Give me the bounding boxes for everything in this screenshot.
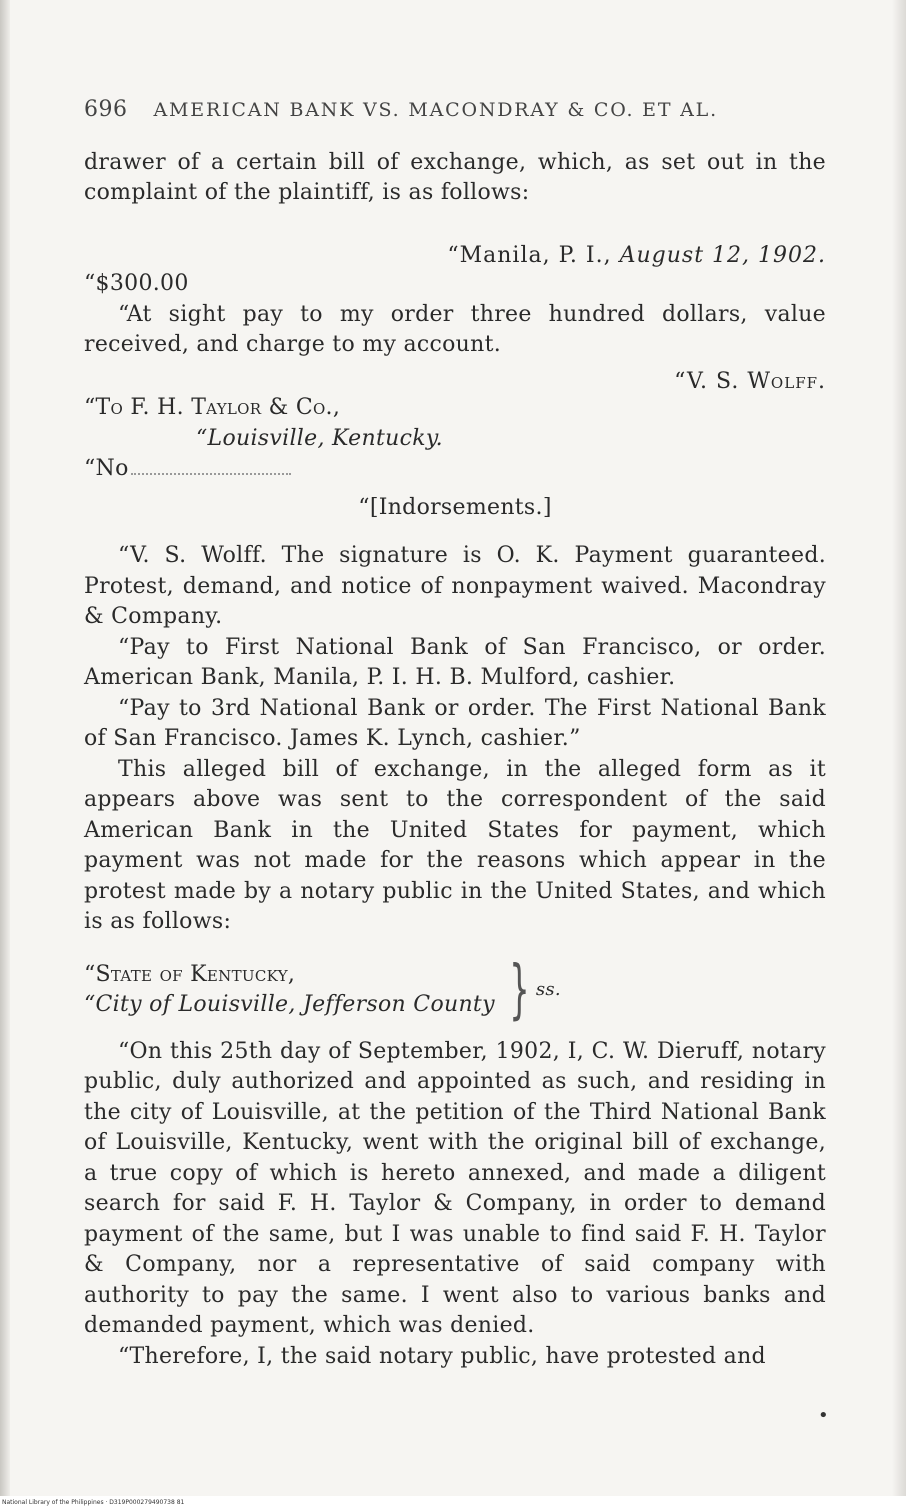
- bill-amount: “$300.00: [84, 271, 189, 296]
- page-number: 696: [84, 97, 128, 122]
- venue-state: “State of Kentucky,: [84, 961, 296, 987]
- bill-drawee: [84, 393, 826, 424]
- bill-dateline: [84, 241, 826, 272]
- venue-city: “City of Louisville, Jefferson County: [84, 992, 495, 1017]
- running-title: AMERICAN BANK VS. MACONDRAY & CO. ET AL.: [153, 99, 718, 121]
- page-content: [84, 95, 826, 1372]
- protest-paragraph: “On this 25th day of September, 1902, I, C. W. Dieruff, notary public, duly authorized and appointed as such, and residing in the city of Louisville, at the petition of the Third National Bank of Louisville, Kentucky, went with the original bill of exchange, a true copy of which is hereto annexed, and made a diligent search for said F. H. Taylor & Company, in order to demand payment of the same, but I was unable to find said F. H. Taylor & Company, nor a representative of said company with authority to pay the same. I went also to various banks and demanded payment, which was denied.: [84, 1038, 826, 1338]
- endorsement-3: “Pay to 3rd National Bank or order. The First National Bank of San Francisco. James K. Lynch, cashier.”: [84, 695, 826, 751]
- margin-mark: •: [818, 1405, 829, 1426]
- bill-number-label: “No: [84, 456, 129, 481]
- bill-dateline-date: August 12, 1902.: [619, 242, 826, 268]
- venue-brace: }: [509, 953, 530, 1027]
- scan-footer: National Library of the Philippines · D319P000279490738 81: [0, 1496, 906, 1510]
- bill-body: “At sight pay to my order three hundred dollars, value received, and charge to my account.: [84, 301, 826, 357]
- endorsement-1: “V. S. Wolff. The signature is O. K. Payment guaranteed. Protest, demand, and notice of nonpayment waived. Macondray & Company.: [84, 543, 826, 629]
- bill-dateline-place: “Manila, P. I.,: [447, 242, 612, 268]
- intro-paragraph: drawer of a certain bill of exchange, which, as set out in the complaint of the plaintiff, is as follows:: [84, 149, 826, 205]
- bill-signature: “V. S. Wolff.: [674, 368, 826, 394]
- running-header: [84, 95, 826, 126]
- bill-number-blank: [131, 455, 291, 475]
- bill-drawee-city: “Louisville, Kentucky.: [196, 425, 443, 451]
- protest-venue: [84, 953, 826, 1027]
- therefore-paragraph: “Therefore, I, the said notary public, have protested and: [118, 1343, 766, 1369]
- venue-lines: [84, 960, 495, 1021]
- page-spine-shadow: [0, 0, 10, 1510]
- bill-drawee-name: “To F. H. Taylor & Co.,: [84, 395, 341, 420]
- narrative-paragraph: This alleged bill of exchange, in the alleged form as it appears above was sent to the correspondent of the said American Bank in the United States for payment, which payment was not made for the reasons which appear in the protest made by a notary public in the United States, and which is as follows:: [84, 756, 826, 934]
- endorsements-heading: “[Indorsements.]: [358, 494, 552, 520]
- venue-ss: ss.: [535, 978, 561, 1000]
- bill-number-line: [84, 454, 826, 485]
- endorsement-2: “Pay to First National Bank of San Francisco, or order. American Bank, Manila, P. I. H. B. Mulford, cashier.: [84, 634, 826, 690]
- page-edge-shadow: [892, 0, 906, 1510]
